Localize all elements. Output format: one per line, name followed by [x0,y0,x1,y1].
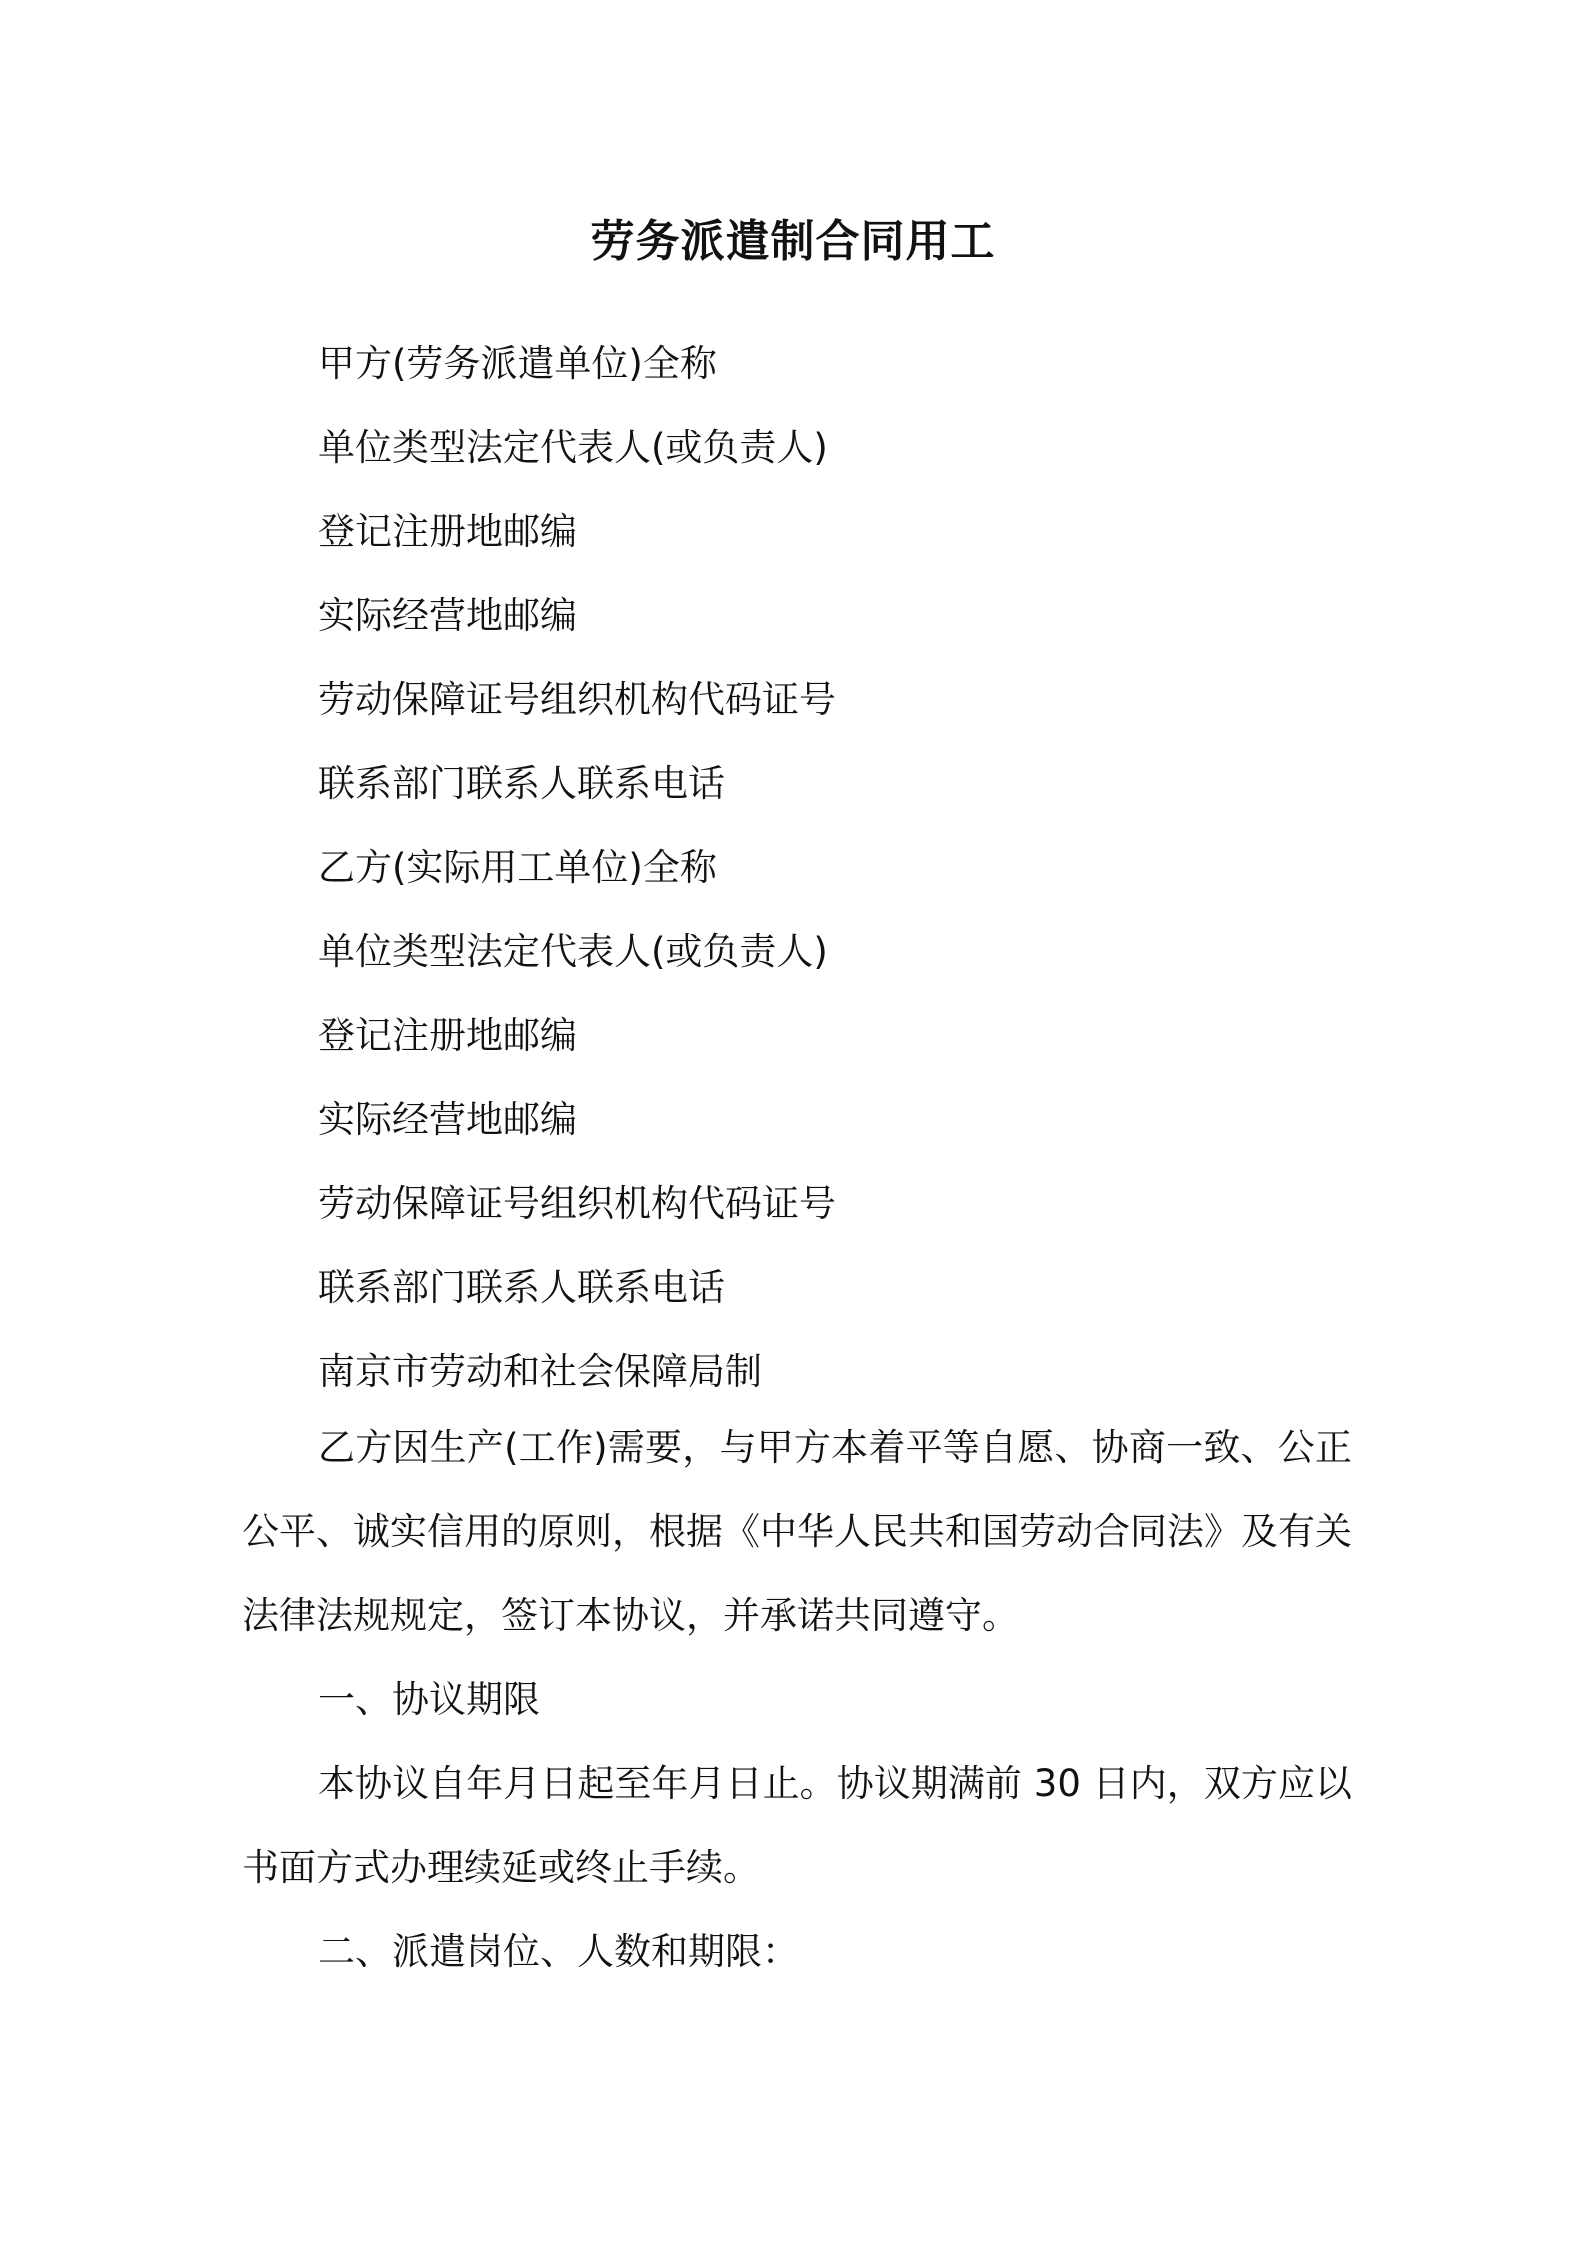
field-line-party-b-certificates: 劳动保障证号组织机构代码证号 [318,1182,836,1225]
field-line-party-a-contact: 联系部门联系人联系电话 [318,762,725,805]
field-line-party-a-name: 甲方(劳务派遣单位)全称 [318,342,717,385]
field-line-party-a-certificates: 劳动保障证号组织机构代码证号 [318,678,836,721]
field-line-issuer: 南京市劳动和社会保障局制 [318,1350,762,1393]
field-line-party-a-business-address: 实际经营地邮编 [318,594,577,637]
document-title: 劳务派遣制合同用工 [590,216,996,267]
section-1-heading: 一、协议期限 [318,1678,540,1721]
intro-paragraph: 乙方因生产(工作)需要，与甲方本着平等自愿、协商一致、公正公平、诚实信用的原则，根据《中华人民共和国劳动合同法》及有关法律法规规定，签订本协议，并承诺共同遵守。 [242,1426,1352,1637]
field-line-party-a-registered-address: 登记注册地邮编 [318,510,577,553]
field-line-party-b-type: 单位类型法定代表人(或负责人) [318,930,828,973]
party-fields [318,322,1418,1414]
section-1-paragraph: 本协议自年月日起至年月日止。协议期满前 30 日内，双方应以书面方式办理续延或终止手续。 [242,1762,1352,1889]
field-line-party-b-contact: 联系部门联系人联系电话 [318,1266,725,1309]
field-line-party-b-business-address: 实际经营地邮编 [318,1098,577,1141]
section-2-heading: 二、派遣岗位、人数和期限： [318,1930,799,1973]
field-line-party-b-registered-address: 登记注册地邮编 [318,1014,577,1057]
field-line-party-a-type: 单位类型法定代表人(或负责人) [318,426,828,469]
field-line-party-b-name: 乙方(实际用工单位)全称 [318,846,717,889]
